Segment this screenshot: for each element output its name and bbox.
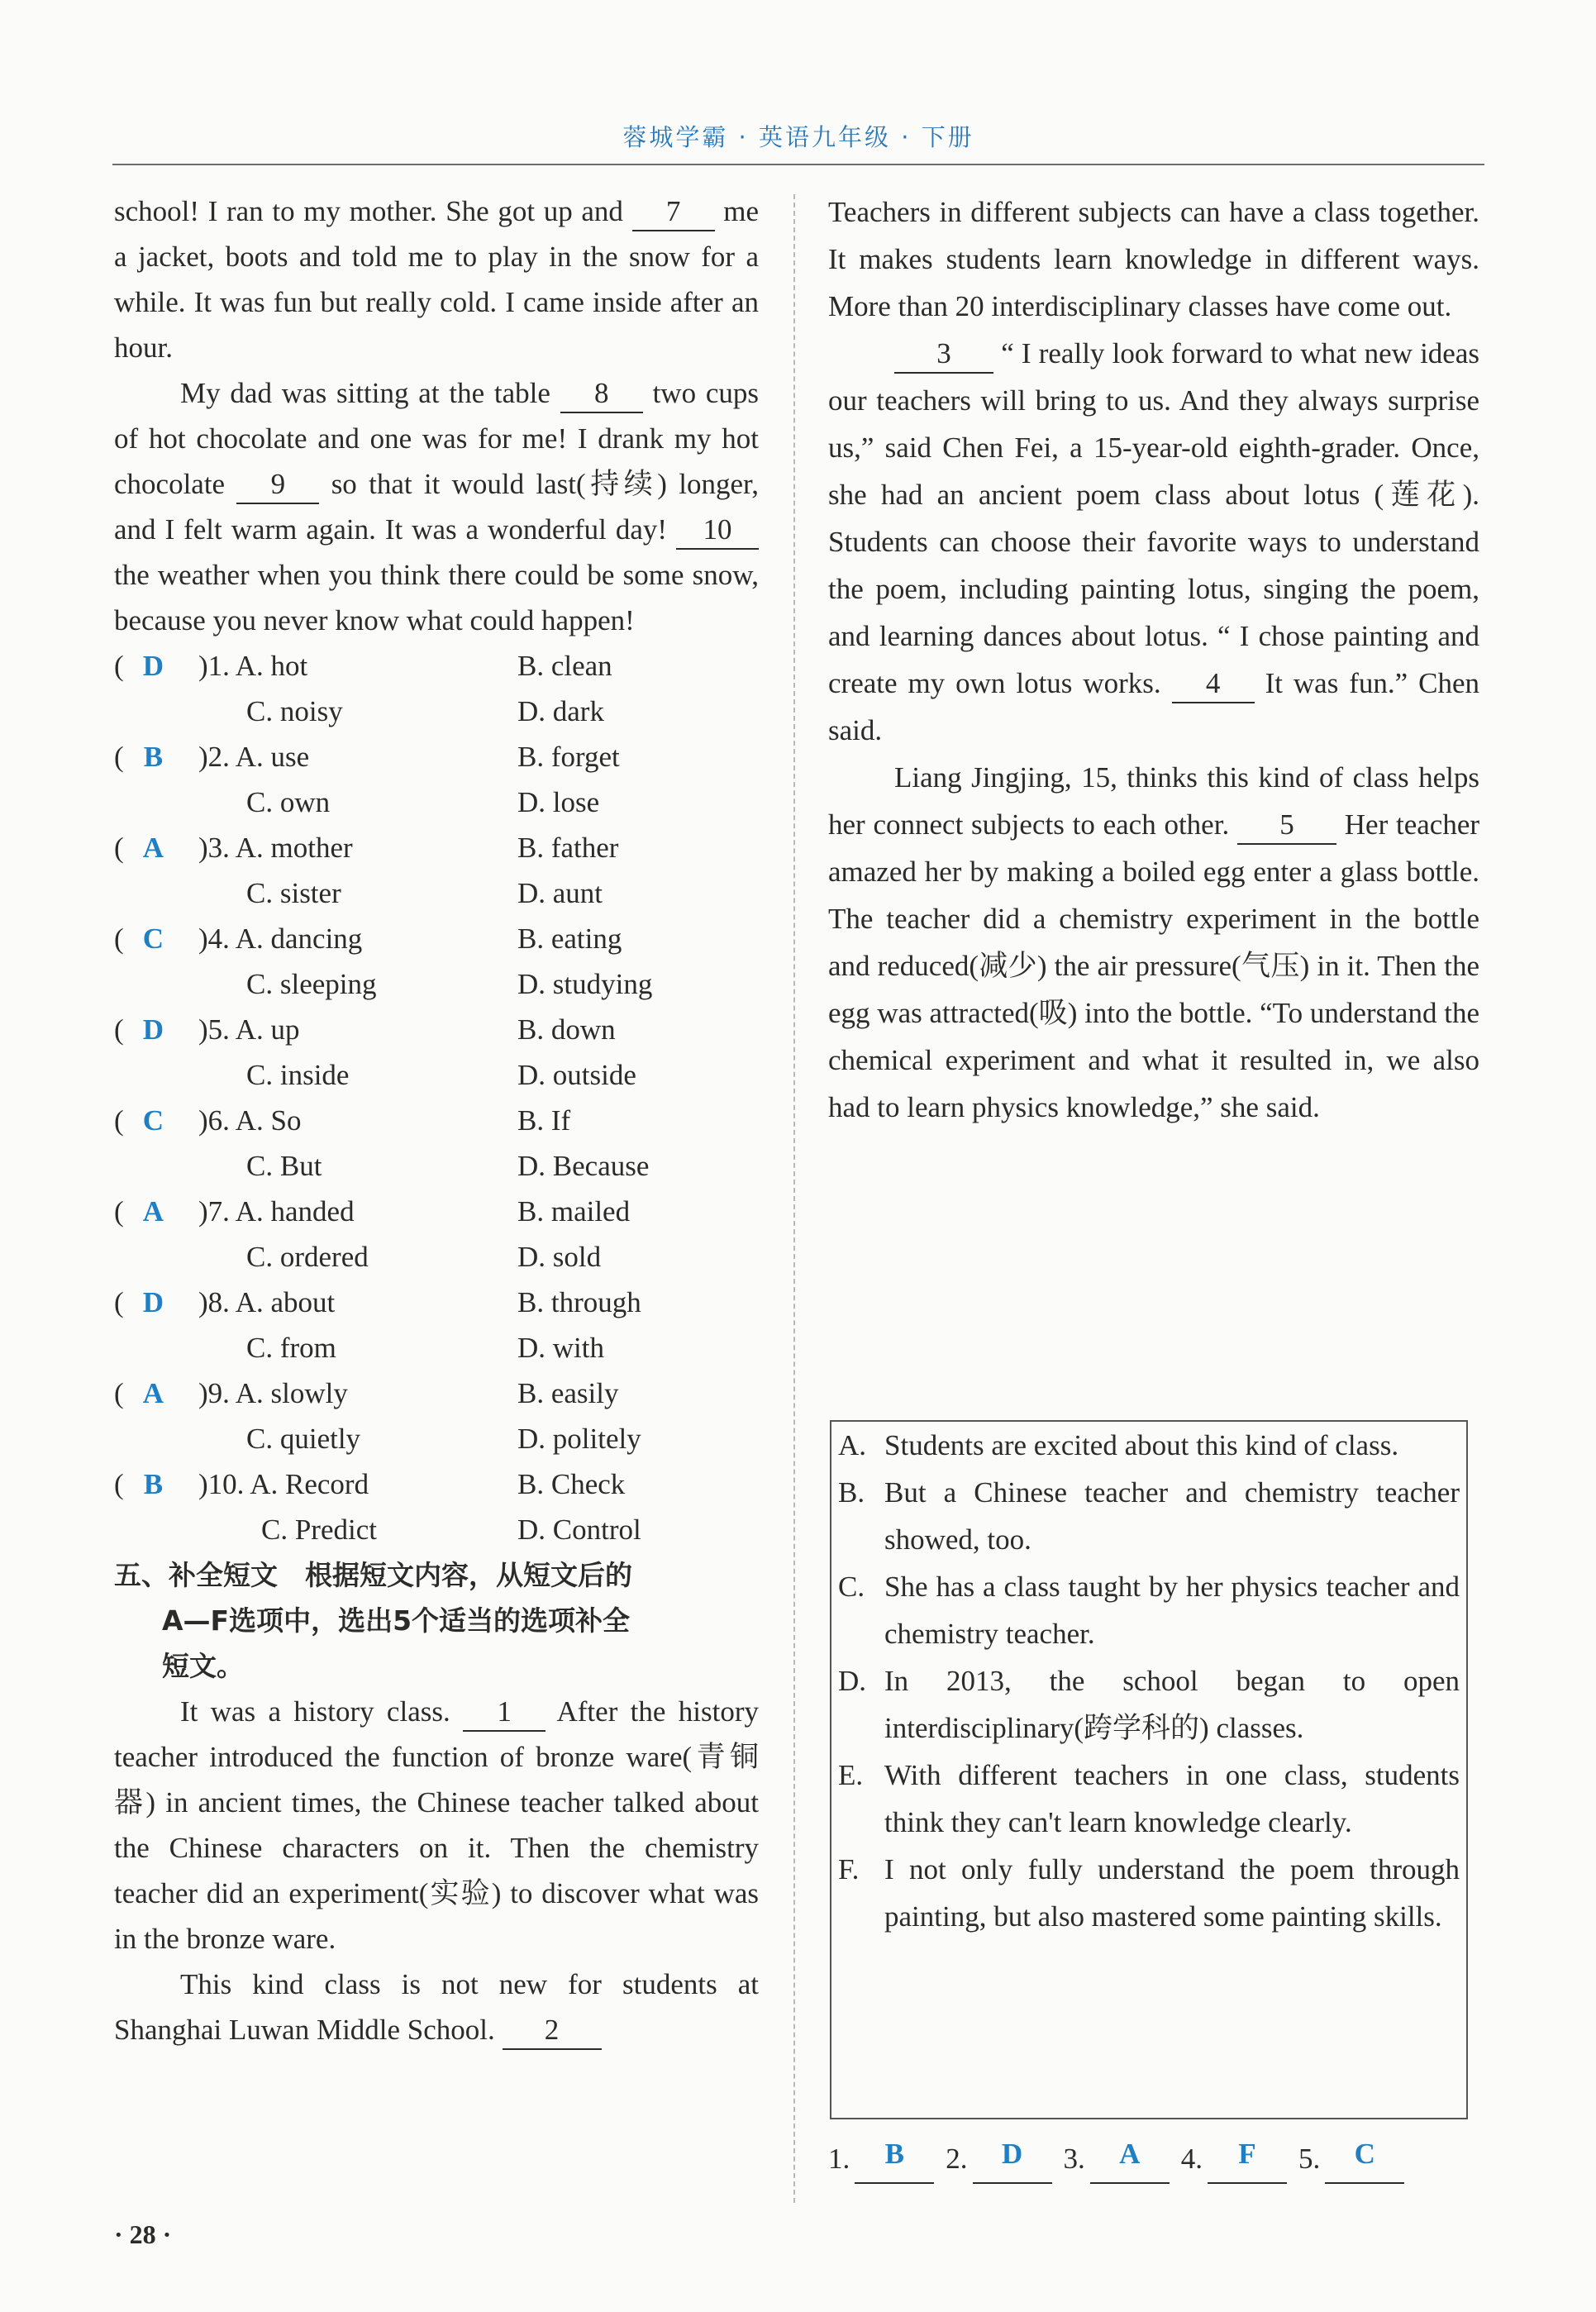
option-c: C. own [246, 786, 331, 818]
option-a: )5. A. up [198, 1013, 300, 1046]
option-b: B. through [517, 1286, 641, 1318]
question-row [114, 1007, 759, 1052]
question-row [114, 825, 759, 870]
option-b: B. eating [517, 922, 622, 955]
answer-item [1298, 2134, 1404, 2184]
passage-text: “ I really look forward to what new ideas our teachers will bring to us. And they always surprise us,” said Chen Fei, a 15-year-old eighth-grader. Once, she had an ancient poem class about lotus (莲花). Students can choose their favorite ways to understand the poem, including painting lotus, singing the poem, and learning dances about lotus. “ I chose painting and create my own lotus works. [828, 337, 1479, 699]
option-a: )2. A. use [198, 741, 310, 773]
answer-mark: A [142, 1377, 164, 1409]
option-letter: A. [838, 1429, 867, 1461]
question-row [114, 734, 759, 779]
answer-item [828, 2134, 934, 2184]
question-row [114, 1371, 759, 1416]
option-b: B. forget [517, 741, 620, 773]
question-row [114, 1098, 759, 1143]
question-row [114, 689, 759, 734]
option-d: D. outside [517, 1059, 636, 1091]
question-number: ( A [114, 825, 246, 870]
option-c: C. from [246, 1332, 336, 1364]
passage-paragraph [828, 330, 1479, 754]
passage-paragraph [114, 1962, 759, 2052]
answer-value: B [855, 2134, 934, 2184]
answer-mark: A [142, 832, 164, 864]
option-d: D. aunt [517, 877, 603, 909]
option-c: C. sleeping [246, 968, 377, 1000]
option-a: )6. A. So [198, 1104, 302, 1137]
option-item [838, 1422, 1460, 1469]
option-b: B. mailed [517, 1195, 631, 1228]
option-c: C. sister [246, 877, 341, 909]
answer-mark: C [142, 1104, 164, 1137]
option-letter: C. [838, 1571, 865, 1603]
option-a: )4. A. dancing [198, 922, 363, 955]
option-d: D. dark [517, 695, 604, 727]
blank-5: 5 [1237, 807, 1336, 845]
option-letter: E. [838, 1759, 864, 1791]
answer-number: 4. [1180, 2143, 1203, 2175]
option-d: D. lose [517, 786, 600, 818]
option-item [838, 1752, 1460, 1846]
blank-10: 10 [676, 512, 759, 550]
option-letter: F. [838, 1853, 860, 1885]
question-number: ( B [114, 734, 246, 779]
question-number: ( D [114, 1280, 246, 1325]
passage-text: Her teacher amazed her by making a boiled egg enter a glass bottle. The teacher did a chemistry experiment in the bottle and reduced(减少) the air pressure(气压) in it. Then the egg was attracted(吸) into the bottle. “To understand the chemical experiment and what it resulted in, we also had to learn physics knowledge,” she said. [828, 808, 1480, 1123]
passage-paragraph [114, 188, 759, 370]
question-row [114, 1052, 759, 1098]
option-b: B. easily [517, 1377, 619, 1409]
blank-4: 4 [1172, 665, 1255, 703]
option-a: )3. A. mother [198, 832, 353, 864]
option-d: D. Control [517, 1514, 641, 1546]
passage-text: This kind class is not new for students at Shanghai Luwan Middle School. [114, 1968, 759, 2046]
passage-text: My dad was sitting at the table [180, 377, 550, 409]
option-letter: B. [838, 1476, 865, 1509]
heading-line: A—F选项中，选出5个适当的选项补全 [162, 1604, 631, 1637]
page-number: · 28 · [114, 2219, 172, 2249]
question-row [114, 1280, 759, 1325]
page-header [112, 116, 1484, 165]
option-a: )10. A. Record [198, 1468, 369, 1500]
option-b: B. Check [517, 1468, 626, 1500]
answer-item [1064, 2134, 1170, 2184]
passage-text: me a jacket, boots and told me to play in the snow for a while. It was fun but really cold. I came inside after an hour. [114, 195, 760, 364]
question-row [114, 870, 759, 916]
question-number: ( C [114, 916, 246, 961]
question-row [114, 1234, 759, 1280]
option-d: D. with [517, 1332, 604, 1364]
blank-8: 8 [560, 375, 643, 413]
option-item [838, 1563, 1460, 1657]
question-row [114, 1143, 759, 1189]
question-row [114, 1325, 759, 1371]
passage-text: Liang Jingjing, 15, thinks this kind of class helps her connect subjects to each other. [828, 761, 1479, 841]
left-column [114, 188, 759, 2052]
option-text: I not only fully understand the poem through painting, but also mastered some painting skills. [884, 1853, 1460, 1933]
option-text: She has a class taught by her physics teacher and chemistry teacher. [884, 1571, 1460, 1650]
option-b: B. If [517, 1104, 571, 1137]
option-c: C. ordered [246, 1241, 369, 1273]
blank-9: 9 [236, 466, 319, 504]
question-list [114, 643, 759, 1552]
answer-number: 2. [946, 2143, 968, 2175]
option-b: B. clean [517, 650, 612, 682]
question-row [114, 1461, 759, 1507]
option-d: D. sold [517, 1241, 602, 1273]
answer-value: C [1325, 2134, 1404, 2184]
question-number: ( C [114, 1098, 246, 1143]
option-text: In 2013, the school began to open interdisciplinary(跨学科的) classes. [884, 1665, 1460, 1744]
answer-value: D [973, 2134, 1052, 2184]
option-item [838, 1657, 1460, 1752]
passage-paragraph: Teachers in different subjects can have a class together. It makes students learn knowledge in different ways. More than 20 interdisciplinary classes have come out. [828, 196, 1479, 322]
answer-mark: B [143, 741, 164, 773]
option-b: B. down [517, 1013, 616, 1046]
passage-text: so that it would last(持续) longer, and I felt warm again. It was a wonderful day! [114, 468, 760, 546]
question-number: ( D [114, 643, 246, 689]
section-heading [114, 1552, 759, 1689]
option-b: B. father [517, 832, 619, 864]
option-a: )7. A. handed [198, 1195, 355, 1228]
option-text: With different teachers in one class, students think they can't learn knowledge clearly. [884, 1759, 1460, 1838]
passage-text: After the history teacher introduced the function of bronze ware(青铜器) in ancient times, the Chinese teacher talked about the Chinese characters on it. Then the chemistry teacher did an experiment(实验) to discover what was in the bronze ware. [114, 1695, 760, 1955]
answer-value: F [1208, 2134, 1287, 2184]
passage-text: It was a history class. [180, 1695, 450, 1728]
options-box [830, 1420, 1468, 2119]
answer-value: A [1090, 2134, 1170, 2184]
passage-paragraph [114, 1689, 759, 1962]
passage-text: the weather when you think there could be some snow, because you never know what could happen! [114, 559, 759, 636]
answer-mark: D [142, 1013, 164, 1046]
answer-number: 1. [828, 2143, 850, 2175]
question-row [114, 779, 759, 825]
question-row [114, 916, 759, 961]
question-number: ( A [114, 1371, 246, 1416]
option-c: C. inside [246, 1059, 350, 1091]
blank-1: 1 [463, 1694, 545, 1732]
passage-paragraph [114, 370, 759, 643]
answer-item [1181, 2134, 1287, 2184]
passage-paragraph [828, 754, 1479, 1131]
option-c: C. quietly [246, 1423, 361, 1455]
heading-line: 五、补全短文 根据短文内容，从短文后的 [114, 1559, 632, 1591]
question-number: ( B [114, 1461, 246, 1507]
answer-mark: C [142, 922, 164, 955]
blank-2: 2 [503, 2012, 602, 2050]
answer-number: 3. [1063, 2143, 1085, 2175]
answer-mark: D [142, 650, 164, 682]
option-text: Students are excited about this kind of class. [884, 1429, 1399, 1461]
option-a: )1. A. hot [198, 650, 308, 682]
right-column [828, 188, 1479, 1131]
option-d: D. studying [517, 968, 653, 1000]
header-title: 蓉城学霸 · 英语九年级 · 下册 [622, 123, 974, 151]
option-item [838, 1846, 1460, 1940]
option-c: C. noisy [246, 695, 343, 727]
question-row [114, 1189, 759, 1234]
option-a: )8. A. about [198, 1286, 336, 1318]
option-a: )9. A. slowly [198, 1377, 348, 1409]
column-divider [793, 194, 795, 2203]
question-number: ( A [114, 1189, 246, 1234]
question-row [114, 643, 759, 689]
option-text: But a Chinese teacher and chemistry teacher showed, too. [884, 1476, 1460, 1556]
question-row [114, 1507, 759, 1552]
heading-line: 短文。 [162, 1650, 244, 1682]
option-d: D. politely [517, 1423, 641, 1455]
question-number: ( D [114, 1007, 246, 1052]
blank-7: 7 [632, 193, 715, 231]
answer-number: 5. [1298, 2143, 1321, 2175]
passage-text: It was fun.” Chen said. [828, 667, 1480, 746]
answer-mark: B [143, 1468, 164, 1500]
answer-mark: D [142, 1286, 164, 1318]
answer-mark: A [142, 1195, 164, 1228]
answer-row [828, 2134, 1416, 2184]
passage-text: two cups of hot chocolate and one was for me! I drank my hot chocolate [114, 377, 760, 500]
option-letter: D. [838, 1665, 867, 1697]
question-row [114, 961, 759, 1007]
option-d: D. Because [517, 1150, 650, 1182]
passage-text: school! I ran to my mother. She got up and [114, 195, 623, 227]
option-c: C. Predict [261, 1514, 377, 1546]
blank-3: 3 [894, 336, 993, 374]
option-c: C. But [246, 1150, 322, 1182]
option-item [838, 1469, 1460, 1563]
answer-item [946, 2134, 1051, 2184]
question-row [114, 1416, 759, 1461]
